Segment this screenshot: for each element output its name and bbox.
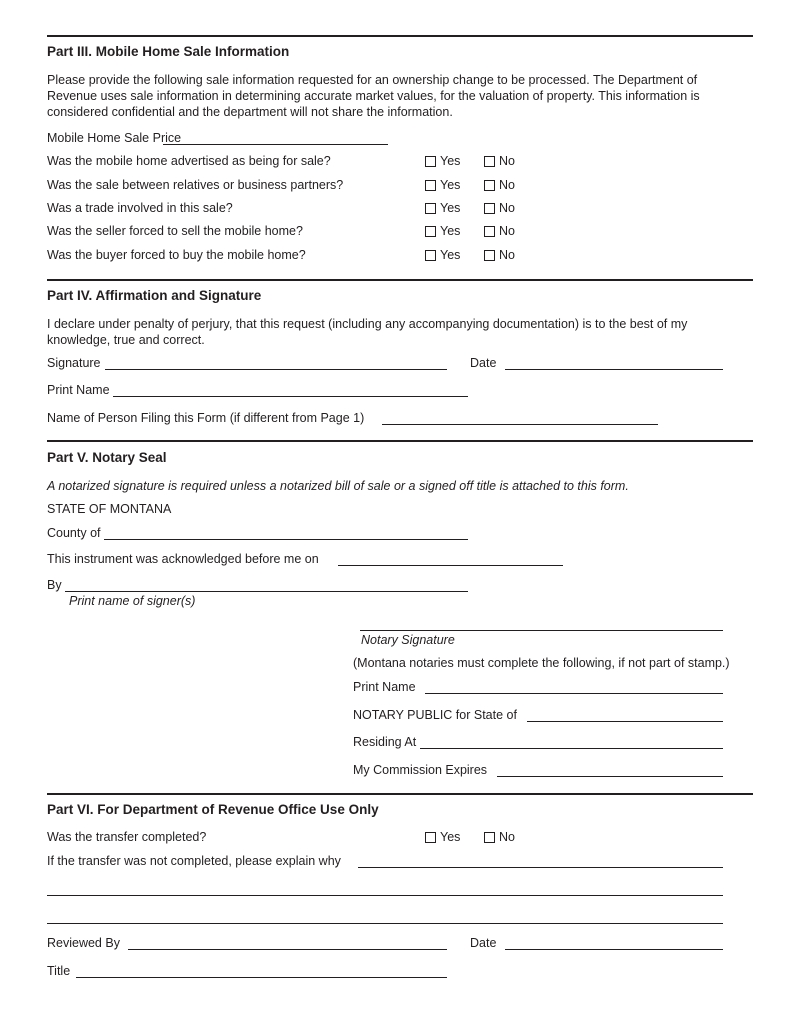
explain-field[interactable]: [358, 867, 723, 868]
notary-signature-field[interactable]: [360, 630, 723, 631]
checkbox-icon: [425, 250, 436, 261]
reviewed-by-field[interactable]: [128, 949, 447, 950]
yes-checkbox[interactable]: [425, 223, 460, 239]
signature-field[interactable]: [105, 369, 447, 370]
transfer-completed-label: Was the transfer completed?: [47, 830, 207, 844]
yes-label: Yes: [440, 830, 461, 844]
commission-field[interactable]: [497, 776, 723, 777]
transfer-no-checkbox[interactable]: [484, 829, 515, 845]
yes-label: Yes: [440, 248, 461, 262]
notary-signature-label: Notary Signature: [361, 633, 455, 647]
checkbox-icon: [484, 226, 495, 237]
title-label: Title: [47, 964, 71, 978]
yes-label: Yes: [440, 201, 461, 215]
checkbox-icon: [425, 226, 436, 237]
checkbox-icon: [425, 156, 436, 167]
signature-label: Signature: [47, 356, 101, 370]
state-label: STATE OF MONTANA: [47, 502, 172, 516]
sale-question: Was the sale between relatives or business partners?: [47, 178, 344, 192]
part4-heading: Part IV. Affirmation and Signature: [47, 288, 262, 303]
yes-checkbox[interactable]: [425, 177, 460, 193]
sale-question: Was the seller forced to sell the mobile home?: [47, 224, 303, 238]
section-divider: [47, 793, 753, 795]
yes-label: Yes: [440, 178, 461, 192]
no-checkbox[interactable]: [484, 200, 515, 216]
print-name-field[interactable]: [113, 396, 468, 397]
part4-intro: I declare under penalty of perjury, that this request (including any accompanying documentation) is to the best of my knowledge, true and correct.: [47, 317, 688, 347]
sale-price-field[interactable]: [163, 144, 388, 145]
date-label: Date: [470, 356, 497, 370]
filer-field[interactable]: [382, 424, 658, 425]
review-date-field[interactable]: [505, 949, 723, 950]
checkbox-icon: [425, 203, 436, 214]
explain-field-line-3[interactable]: [47, 923, 723, 924]
date-field[interactable]: [505, 369, 723, 370]
explain-field-line-2[interactable]: [47, 895, 723, 896]
no-label: No: [499, 224, 515, 238]
title-field[interactable]: [76, 977, 447, 978]
reviewed-by-label: Reviewed By: [47, 936, 120, 950]
checkbox-icon: [484, 156, 495, 167]
by-label: By: [47, 578, 62, 592]
explain-label: If the transfer was not completed, please explain why: [47, 854, 341, 868]
section-divider: [47, 35, 753, 37]
transfer-yes-checkbox[interactable]: [425, 829, 460, 845]
yes-checkbox[interactable]: [425, 200, 460, 216]
residing-label: Residing At: [353, 735, 417, 749]
acknowledged-label: This instrument was acknowledged before me on: [47, 552, 319, 566]
sale-question: Was the mobile home advertised as being for sale?: [47, 154, 331, 168]
part6-heading: Part VI. For Department of Revenue Office Use Only: [47, 802, 379, 817]
print-name-label: Print Name: [47, 383, 110, 397]
signer-caption: Print name of signer(s): [69, 594, 196, 608]
no-label: No: [499, 201, 515, 215]
no-checkbox[interactable]: [484, 177, 515, 193]
no-label: No: [499, 248, 515, 262]
checkbox-icon: [484, 203, 495, 214]
checkbox-icon: [484, 832, 495, 843]
checkbox-icon: [425, 832, 436, 843]
no-label: No: [499, 830, 515, 844]
acknowledged-date-field[interactable]: [338, 565, 563, 566]
yes-checkbox[interactable]: [425, 247, 460, 263]
yes-label: Yes: [440, 224, 461, 238]
county-field[interactable]: [104, 539, 468, 540]
residing-field[interactable]: [420, 748, 723, 749]
notary-print-name-label: Print Name: [353, 680, 416, 694]
notary-note: A notarized signature is required unless a notarized bill of sale or a signed off title is attached to this form.: [47, 479, 629, 493]
notary-public-label: NOTARY PUBLIC for State of: [353, 708, 517, 722]
no-label: No: [499, 154, 515, 168]
yes-label: Yes: [440, 154, 461, 168]
no-checkbox[interactable]: [484, 247, 515, 263]
section-divider: [47, 279, 753, 281]
checkbox-icon: [425, 180, 436, 191]
sale-question: Was the buyer forced to buy the mobile home?: [47, 248, 306, 262]
part5-heading: Part V. Notary Seal: [47, 450, 167, 465]
no-checkbox[interactable]: [484, 223, 515, 239]
checkbox-icon: [484, 180, 495, 191]
part3-intro: Please provide the following sale information requested for an ownership change to be processed. The Department of Revenue uses sale information in determining accurate market values, for the valuation of property. This information is considered confidential and the department will not share the information.: [47, 73, 700, 119]
review-date-label: Date: [470, 936, 497, 950]
filer-label: Name of Person Filing this Form (if different from Page 1): [47, 411, 365, 425]
checkbox-icon: [484, 250, 495, 261]
section-divider: [47, 440, 753, 442]
sale-price-label: Mobile Home Sale Price: [47, 131, 182, 145]
yes-checkbox[interactable]: [425, 153, 460, 169]
notary-print-name-field[interactable]: [425, 693, 723, 694]
county-label: County of: [47, 526, 101, 540]
part3-heading: Part III. Mobile Home Sale Information: [47, 44, 290, 59]
signer-name-field[interactable]: [65, 591, 468, 592]
montana-note: (Montana notaries must complete the following, if not part of stamp.): [353, 656, 730, 670]
sale-question: Was a trade involved in this sale?: [47, 201, 233, 215]
commission-label: My Commission Expires: [353, 763, 488, 777]
no-checkbox[interactable]: [484, 153, 515, 169]
notary-state-field[interactable]: [527, 721, 723, 722]
no-label: No: [499, 178, 515, 192]
